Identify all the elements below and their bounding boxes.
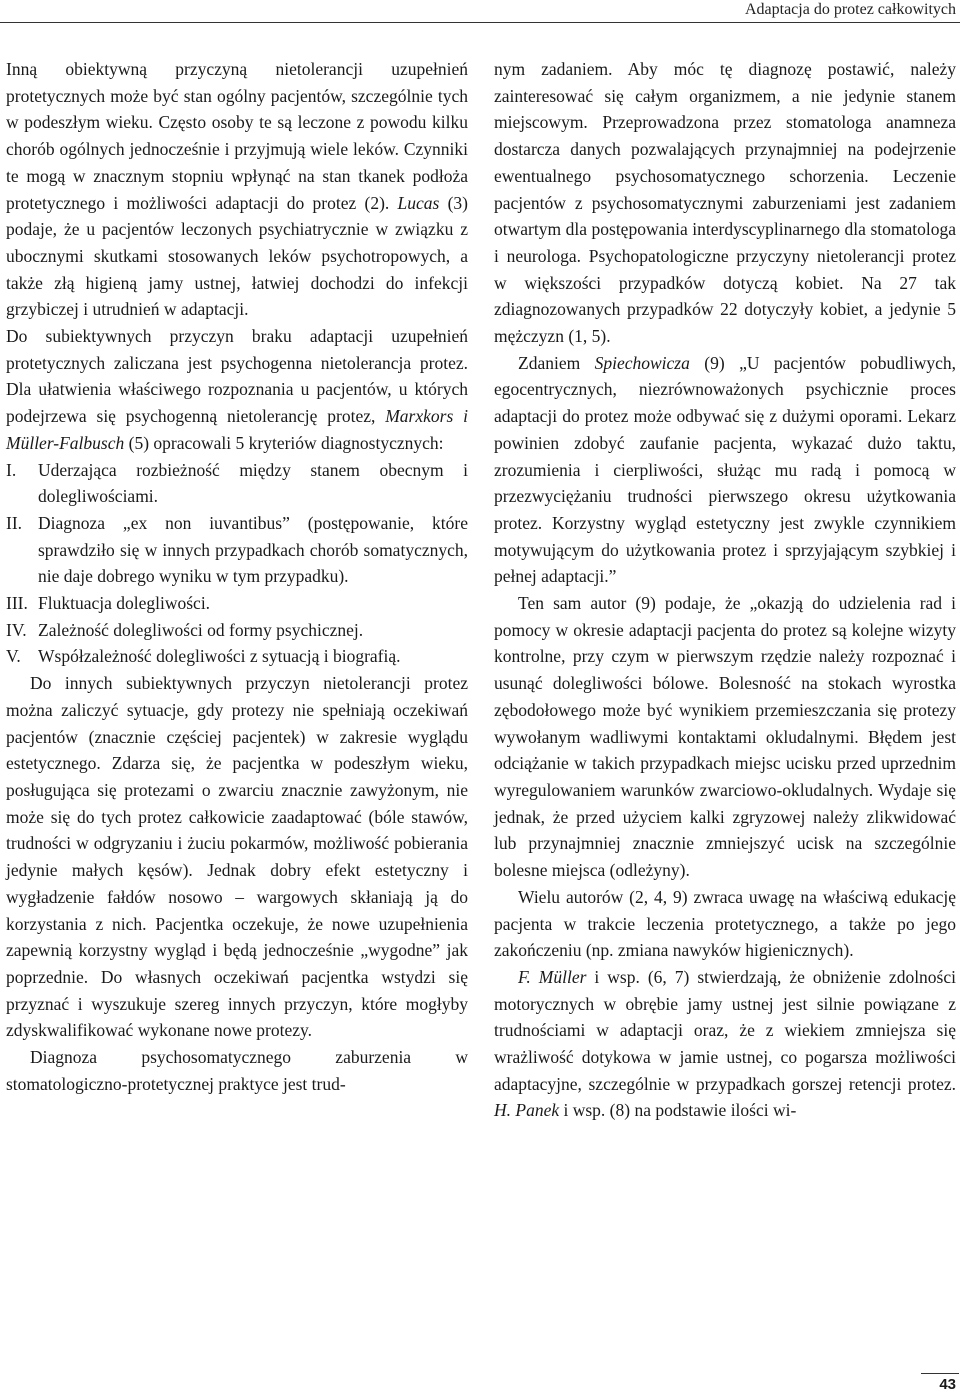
paragraph: Wielu autorów (2, 4, 9) zwraca uwagę na właściwą edukację pacjenta w trakcie leczenia protetycznego, a także po jego zakończeniu (np. zmiana nawyków higienicznych). <box>494 886 956 961</box>
paragraph: Ten sam autor (9) podaje, że „okazją do udzielenia rad i pomocy w okresie adaptacji pacjenta do protez są kolejne wizyty kontrolne, przy czym w pierwszym rzędzie należy rozpoznać i usunąć dolegliwości bólowe. Bolesność na stokach wyrostka zębodołowego może być wynikiem przemieszczania się protezy wywołanym wadliwymi kontaktami okludalnymi. Błędem jest odciążanie w takich przypadkach miejsc ucisku przed uprzednim wyregulowaniem warunków zwarciowo-okludalnych. Wydaje się jednak, że przed użyciem kalki zgryzowej należy zlikwidować lub przynajmniej znacznie zmniejszyć ucisk na szczególnie bolesne miejsca (odleżyny). <box>494 593 956 881</box>
text-run: (9) „U pacjentów pobudliwych, egocentrycznych, niezrównoważonych psychicznie proces adaptacji do protez może odbywać się z dużymi oporami. Lekarz powinien zdobyć zaufanie pacjenta, wykazać dużo taktu, zrozumienia i cierpliwości, służąc mu radą i pomocą w przezwyciężaniu trudności pierwszego okresu użytkowania protez. Korzystny wygląd estetyczny jest zwykle czynnikiem motywującym do użytkowania protez i sprzyjającym szybkiej i pełnej adaptacji.” <box>494 352 956 587</box>
list-item <box>6 643 468 670</box>
author-name: Marxkors i Müller-Falbusch <box>6 406 469 453</box>
header-rule <box>0 22 960 23</box>
list-item <box>6 457 468 510</box>
list-text: Zależność dolegliwości od formy psychicznej. <box>38 619 364 640</box>
text-run: i wsp. (6, 7) stwierdzają, że obniżenie zdolności motorycznych w obrębie jamy ustnej jest silnie powiązane z trudnościami w adaptacji oraz, że z wiekiem zmniejsza się wrażliwość dotykowa w jamie ustnej, co pogarsza możliwości adaptacyjne, szczególnie w przypadkach gorszej retencji protez. <box>494 966 956 1094</box>
list-number: IV. <box>6 619 27 640</box>
list-number: III. <box>6 593 28 614</box>
list-item <box>6 617 468 644</box>
paragraph <box>494 964 956 1124</box>
list-text: Diagnoza „ex non iuvantibus” (postępowanie, które sprawdziło się w innych przypadkach chorób somatycznych, nie daje dobrego wyniku w tym przypadku). <box>38 512 468 587</box>
list-text: Uderzająca rozbieżność między stanem obecnym i dolegliwościami. <box>38 459 468 507</box>
list-text: Fluktuacja dolegliwości. <box>38 593 211 614</box>
list-number: I. <box>6 459 17 480</box>
text-run: Inną obiektywną przyczyną nietolerancji uzupełnień protetycznych może być stan ogólny pacjentów, szczególnie tych w podeszłym wieku. Często osoby te są leczone z powodu kilku chorób ogólnych jednocześnie i przyjmują wiele leków. Czynniki te mogą w znacznym stopniu wpłynąć na stan tkanek podłoża protetycznego i możliwości adaptacji do protez (2). <box>6 59 468 213</box>
text-run: (3) podaje, że u pacjentów leczonych psychiatrycznie w związku z ubocznymi skutkami stosowanych leków psychotropowych, a także złą higieną jamy ustnej, łatwiej dochodzi do infekcji grzybiczej i utrudnień w adaptacji. <box>6 192 469 320</box>
list-text: Współzależność dolegliwości z sytuacją i biografią. <box>38 646 401 667</box>
right-column <box>494 56 956 1124</box>
paragraph: Diagnoza psychosomatycznego zaburzenia w stomatologiczno-protetycznej praktyce jest trud- <box>6 1047 468 1094</box>
list-item <box>6 590 468 617</box>
author-name: H. Panek <box>494 1100 560 1121</box>
footer-rule <box>921 1373 959 1374</box>
paragraph <box>494 350 956 590</box>
author-name: Spiechowicza <box>594 352 690 373</box>
page-number: 43 <box>939 1376 956 1393</box>
text-run: i wsp. (8) na podstawie ilości wi- <box>559 1100 797 1121</box>
paragraph <box>6 56 468 323</box>
text-run: (5) opracowali 5 kryteriów diagnostycznych: <box>124 432 444 453</box>
paragraph <box>6 323 468 457</box>
paragraph: Do innych subiektywnych przyczyn nietolerancji protez można zaliczyć sytuacje, gdy protezy nie spełniają oczekiwań pacjentów (znacznie częściej pacjentek) w zakresie wyglądu estetycznego. Zdarza się, że pacjentka w podeszłym wieku, posługująca się protezami o zwarciu znacznie zawyżonym, nie może się do tych protez całkowicie zaadaptować (bóle stawów, trudności w odgryzaniu i żuciu pokarmów, możliwość pobierania jedynie małych kęsów). Jednak dobry efekt estetyczny i wygładzenie fałdów nosowo – wargowych skłaniają ją do korzystania z nich. Pacjentka oczekuje, że nowe uzupełnienia zapewnią korzystny wygląd i będą jednocześnie „wygodne” jak poprzednie. Do własnych oczekiwań pacjentka wstydzi się przyznać i wyszukuje szereg innych przyczyn, które mogłyby zdyskwalifikować wykonane nowe protezy. <box>6 673 468 1041</box>
text-run: Do subiektywnych przyczyn braku adaptacji uzupełnień protetycznych zaliczana jest psychogenna nietolerancja protez. Dla ułatwienia właściwego rozpoznania u pacjentów, u których podejrzewa się psychogenną nietolerancję protez, <box>6 326 468 427</box>
list-number: V. <box>6 646 21 667</box>
text-run: Zdaniem <box>518 352 595 373</box>
left-column <box>6 56 468 1097</box>
criteria-list <box>6 457 468 671</box>
author-name: F. Müller <box>518 966 587 987</box>
paragraph: nym zadaniem. Aby móc tę diagnozę postawić, należy zainteresować się całym organizmem, a nie jedynie stanem miejscowym. Przeprowadzona przez stomatologa anamneza dostarcza danych pozwalających przynajmniej na podejrzenie ewentualnego psychosomatycznego schorzenia. Leczenie pacjentów z psychosomatycznymi zaburzeniami jest zadaniem otwartym dla postępowania interdyscyplinarnego dla stomatologa i neurologa. Psychopatologiczne przyczyny nietolerancji protez w większości przypadków dotyczą kobiet. Na 27 tak zdiagnozowanych przypadków 22 dotyczyły kobiet, a jedynie 5 mężczyzn (1, 5). <box>494 59 956 347</box>
running-title: Adaptacja do protez całkowitych <box>744 1 956 18</box>
list-item <box>6 510 468 590</box>
list-number: II. <box>6 512 23 533</box>
author-name: Lucas <box>397 192 440 213</box>
